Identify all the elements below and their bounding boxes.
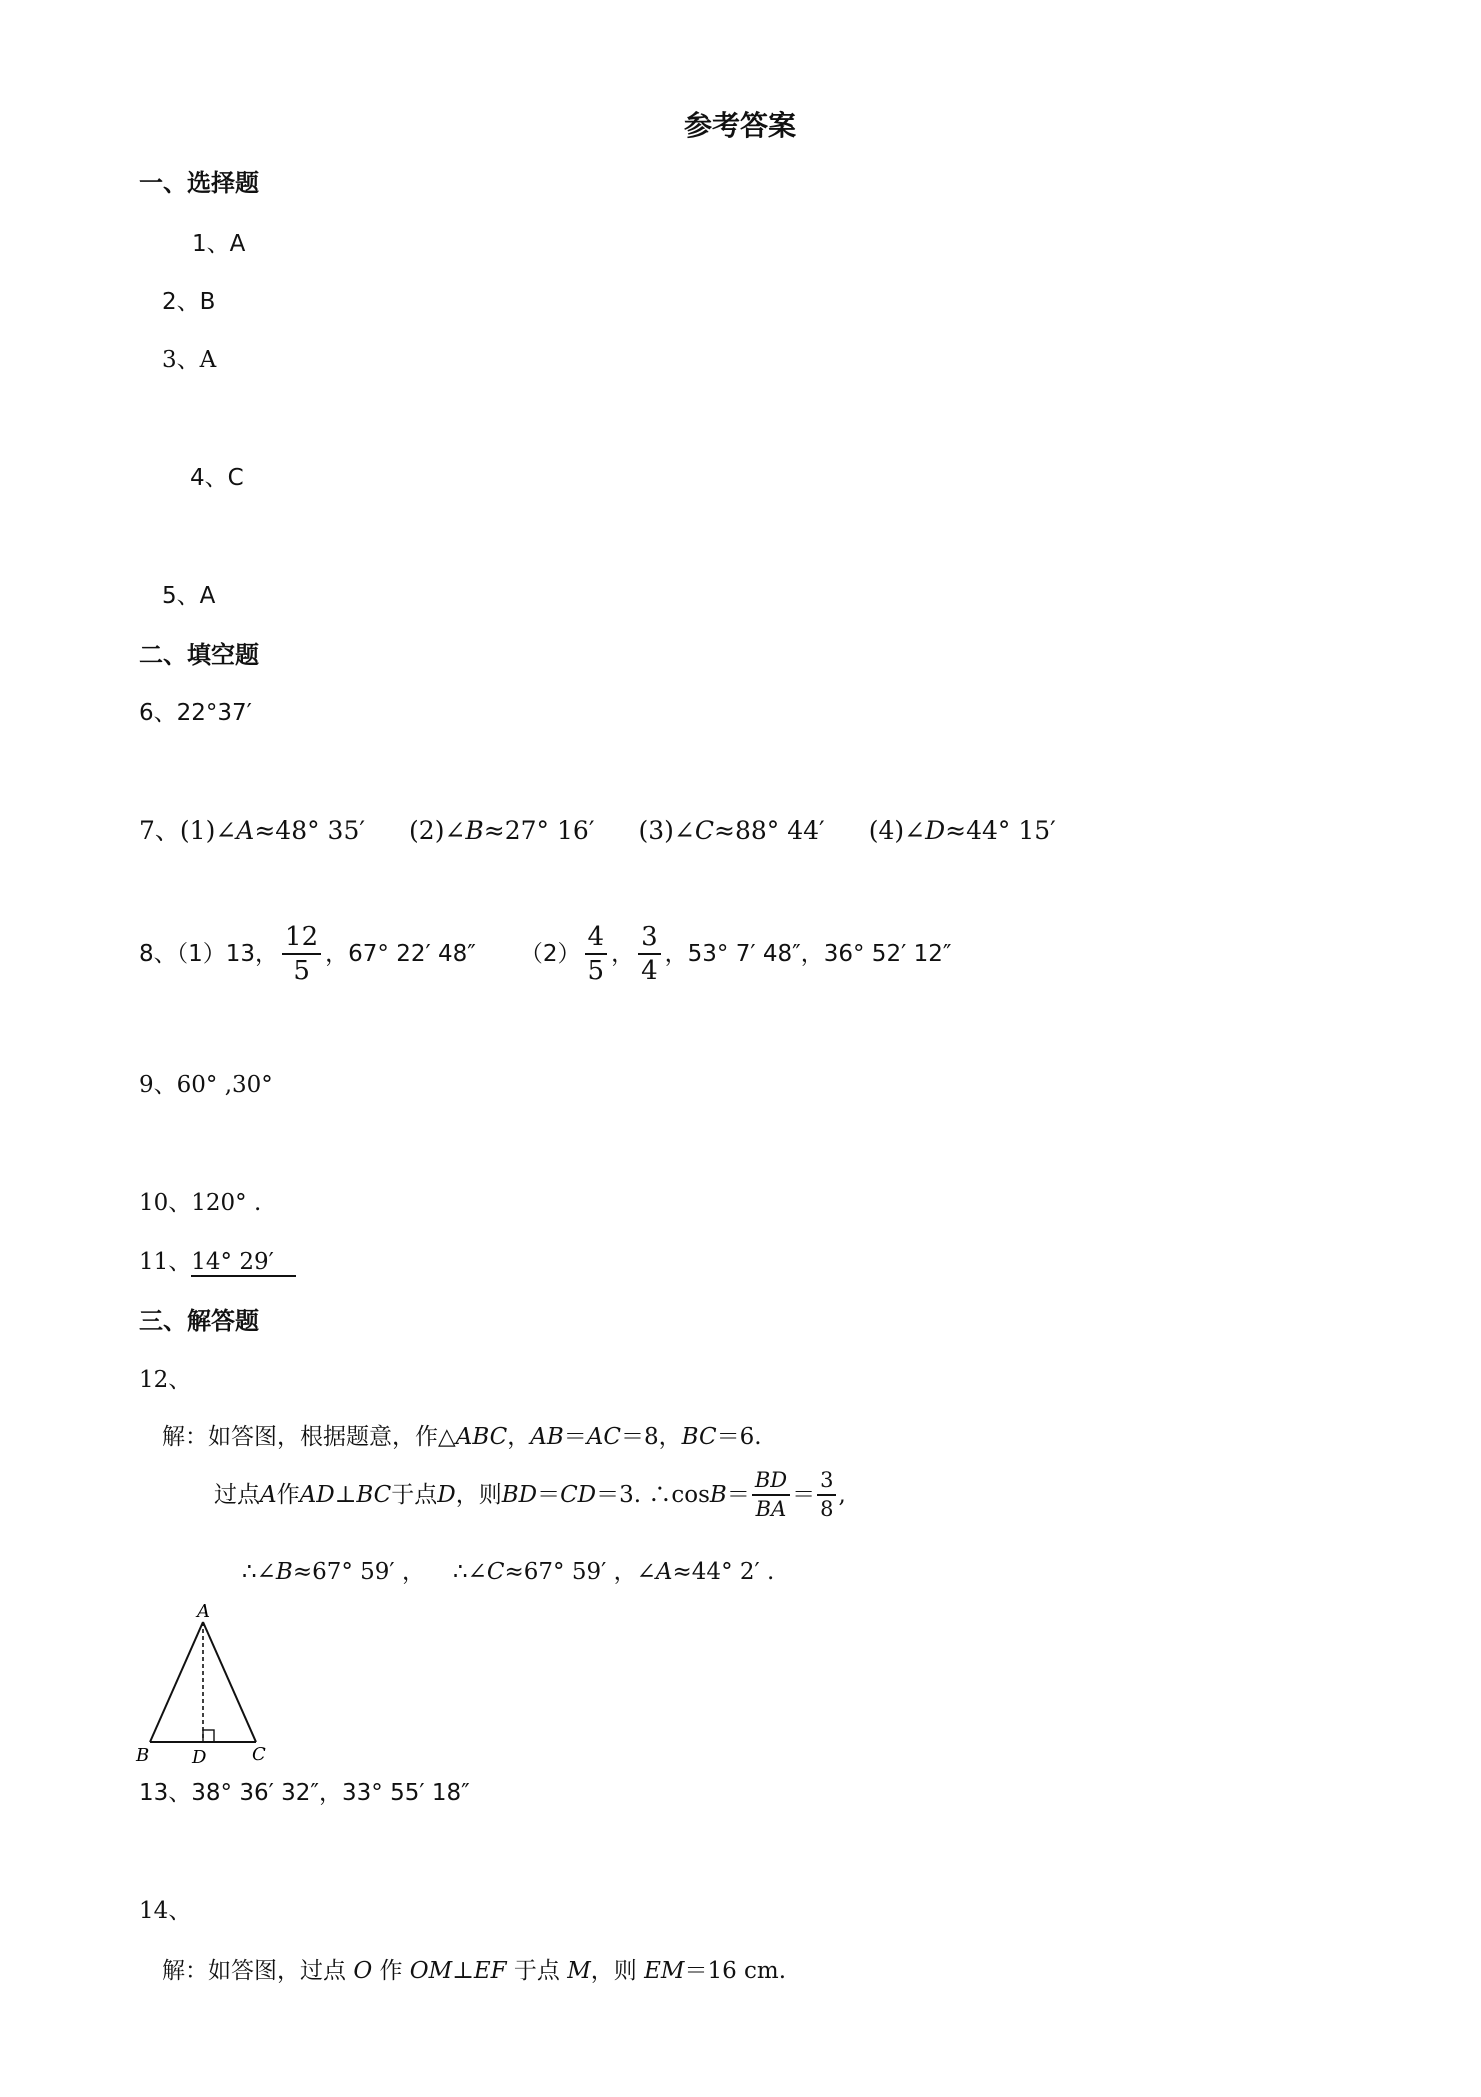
vertex-label-d: D <box>192 1747 207 1765</box>
answer-11-underlined: 14° 29′ <box>191 1249 296 1277</box>
choice-answer-1: 1、A <box>192 231 246 257</box>
choice-answer-2: 2、B <box>162 289 216 315</box>
q12-solution-line-3: ∴∠B≈67° 59′ ， ∴∠C≈67° 59′ ，∠A≈44° 2′ . <box>242 1559 775 1585</box>
question-12-label: 12、 <box>139 1367 192 1393</box>
q14-solution-line-1: 解：如答图，过点 O 作 OM⊥EF 于点 M，则 EM＝16 cm. <box>162 1958 787 1984</box>
answer-10: 10、120° . <box>139 1190 262 1216</box>
q12-solution-line-1: 解：如答图，根据题意，作△ABC，AB＝AC＝8，BC＝6. <box>162 1424 762 1450</box>
section-heading-choice: 一、选择题 <box>139 169 259 197</box>
section-heading-fill: 二、填空题 <box>139 641 259 669</box>
fraction-3-8: $\frac{3}{8}$ <box>817 1470 836 1520</box>
question-14-label: 14、 <box>139 1898 192 1924</box>
fraction-3-4: $\frac{3}{4}$ <box>638 924 661 984</box>
answer-9: 9、60° ,30° <box>139 1072 273 1098</box>
answer-6: 6、22°37′ <box>139 700 252 726</box>
choice-answer-5: 5、A <box>162 583 216 609</box>
answer-11: 11、14° 29′ <box>139 1251 296 1274</box>
answer-7: 7、(1)∠A≈48° 35′ (2)∠B≈27° 16′ (3)∠C≈88° 44′ (4)∠D≈44° 15′ <box>139 816 1056 845</box>
side-ab <box>150 1622 203 1742</box>
fraction-12-5: $\frac{12}{5}$ <box>282 924 321 984</box>
fraction-bd-ba: $\frac{BD}{BA}$ <box>752 1470 790 1520</box>
section-heading-solve: 三、解答题 <box>139 1307 259 1335</box>
choice-answer-4: 4、C <box>190 465 244 491</box>
vertex-label-b: B <box>136 1745 150 1765</box>
vertex-label-c: C <box>252 1744 266 1765</box>
vertex-label-a: A <box>197 1601 210 1622</box>
answer-7-prefix: 7、 <box>139 816 180 845</box>
right-angle-mark <box>203 1730 214 1742</box>
side-ac <box>203 1622 256 1742</box>
choice-answer-3: 3、A <box>162 347 217 373</box>
fraction-4-5: $\frac{4}{5}$ <box>585 924 608 984</box>
page-title: 参考答案 <box>684 109 797 142</box>
q12-solution-line-2: 过点 A 作 AD ⊥ BC 于点 D ，则 BD ＝ CD ＝3. ∴cos B ＝ $\frac{BD}{BA}$ ＝ $\frac{3}{8}$ , <box>214 1468 846 1521</box>
triangle-figure <box>128 1600 288 1765</box>
answer-8: 8、（1）13， $\frac{12}{5}$ ，67° 22′ 48″ （2） $\frac{4}{5}$ ， $\frac{3}{4}$ ，53° 7′ 48″，36° 52′ 12″ <box>139 922 952 986</box>
answer-13: 13、38° 36′ 32″，33° 55′ 18″ <box>139 1780 470 1806</box>
